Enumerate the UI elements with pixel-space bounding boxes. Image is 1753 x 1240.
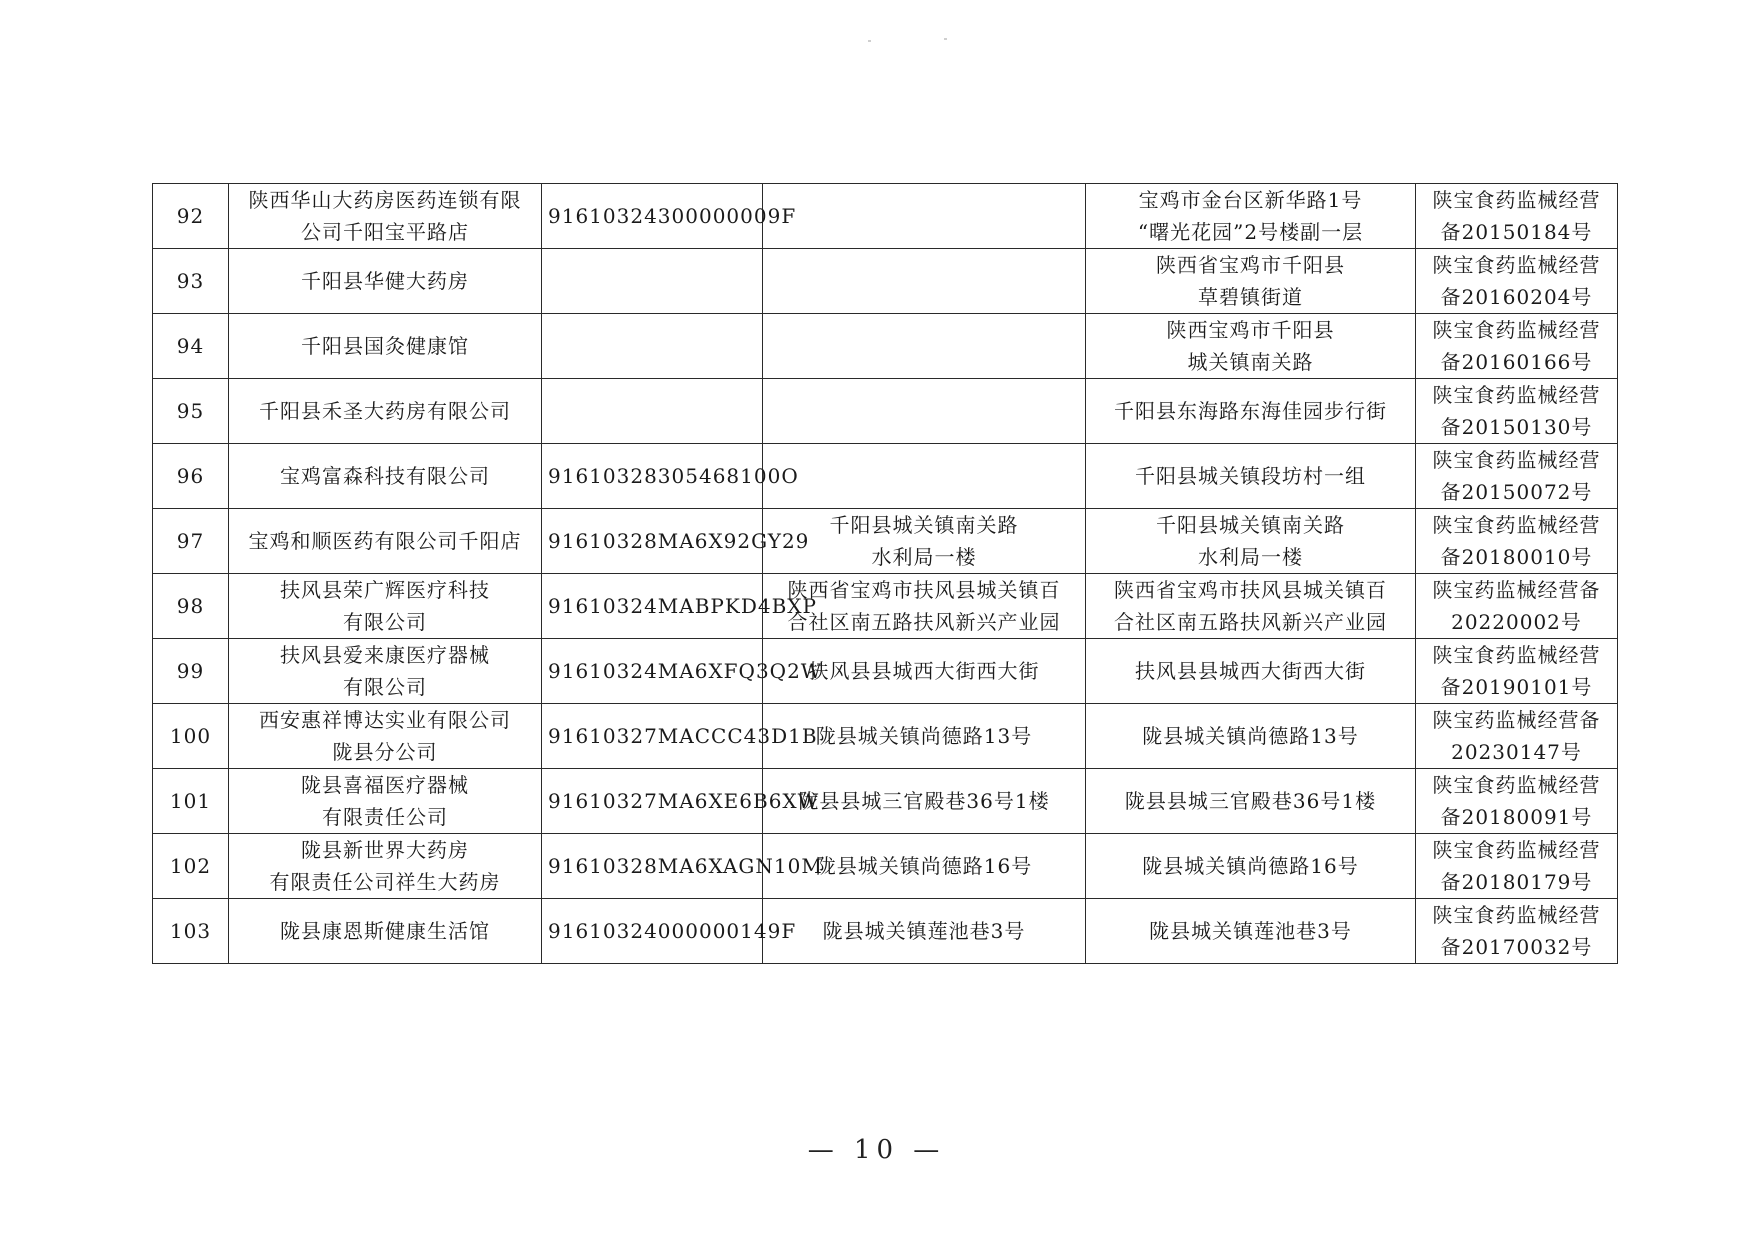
business-address-cell <box>1086 509 1416 574</box>
row-number-cell: 92 <box>153 184 229 249</box>
business-address-line: 陕西宝鸡市千阳县 <box>1166 318 1335 342</box>
record-number-cell <box>1416 574 1618 639</box>
record-number-line: 备20150130号 <box>1440 415 1593 439</box>
row-number-cell: 96 <box>153 444 229 509</box>
row-number-cell: 102 <box>153 834 229 899</box>
company-name-line: 公司千阳宝平路店 <box>301 220 469 244</box>
business-address-line: 扶风县县城西大街西大街 <box>1135 659 1366 683</box>
company-name-line: 陇县分公司 <box>332 740 438 764</box>
credit-code-cell: 91610327MA6XE6B6XW <box>542 769 763 834</box>
residence-address-cell <box>763 639 1086 704</box>
business-address-line: 陇县城关镇莲池巷3号 <box>1149 919 1352 943</box>
business-address-line: 合社区南五路扶风新兴产业园 <box>1114 610 1387 634</box>
record-number-line: 陕宝食药监械经营 <box>1432 253 1601 277</box>
company-name-line: 陇县康恩斯健康生活馆 <box>280 919 490 943</box>
row-number-cell: 98 <box>153 574 229 639</box>
company-name-line: 陕西华山大药房医药连锁有限 <box>248 188 522 212</box>
table-row <box>153 769 1618 834</box>
business-address-line: 千阳县城关镇段坊村一组 <box>1135 464 1366 488</box>
record-number-line: 备20180010号 <box>1440 545 1593 569</box>
record-number-line: 陕宝食药监械经营 <box>1432 383 1601 407</box>
registry-table-body <box>153 184 1618 964</box>
company-name-line: 宝鸡富森科技有限公司 <box>280 464 490 488</box>
business-address-line: 陇县县城三官殿巷36号1楼 <box>1124 789 1377 813</box>
company-name-cell <box>229 314 542 379</box>
company-name-cell <box>229 574 542 639</box>
residence-address-cell <box>763 184 1086 249</box>
company-name-cell <box>229 509 542 574</box>
credit-code-cell: 91610324000000149F <box>542 899 763 964</box>
record-number-line: 20230147号 <box>1451 740 1582 764</box>
business-address-line: 陕西省宝鸡市千阳县 <box>1156 253 1345 277</box>
record-number-line: 20220002号 <box>1451 610 1582 634</box>
company-name-line: 有限公司 <box>343 675 427 699</box>
company-name-line: 有限公司 <box>343 610 427 634</box>
residence-address-line: 陇县城关镇莲池巷3号 <box>822 919 1026 943</box>
record-number-cell <box>1416 314 1618 379</box>
business-address-cell <box>1086 834 1416 899</box>
business-address-cell <box>1086 769 1416 834</box>
business-address-cell <box>1086 704 1416 769</box>
record-number-line: 陕宝食药监械经营 <box>1432 903 1601 927</box>
business-address-cell <box>1086 899 1416 964</box>
record-number-cell <box>1416 444 1618 509</box>
company-name-cell <box>229 444 542 509</box>
company-name-line: 千阳县华健大药房 <box>301 269 469 293</box>
business-address-cell <box>1086 184 1416 249</box>
credit-code-cell <box>542 314 763 379</box>
residence-address-cell <box>763 249 1086 314</box>
residence-address-line: 千阳县城关镇南关路 <box>829 513 1019 537</box>
residence-address-line: 合社区南五路扶风新兴产业园 <box>787 610 1061 634</box>
row-number-cell: 95 <box>153 379 229 444</box>
table-row <box>153 509 1618 574</box>
credit-code-cell <box>542 379 763 444</box>
residence-address-line: 陕西省宝鸡市扶风县城关镇百 <box>787 578 1061 602</box>
company-name-cell <box>229 834 542 899</box>
record-number-line: 备20180091号 <box>1440 805 1593 829</box>
residence-address-cell <box>763 444 1086 509</box>
residence-address-line: 水利局一楼 <box>871 545 977 569</box>
credit-code-cell: 91610324MABPKD4BXP <box>542 574 763 639</box>
row-number-cell: 103 <box>153 899 229 964</box>
business-address-line: 陇县城关镇尚德路16号 <box>1142 854 1359 878</box>
company-name-cell <box>229 249 542 314</box>
record-number-line: 备20170032号 <box>1440 935 1593 959</box>
residence-address-line: 陇县城关镇尚德路13号 <box>815 724 1033 748</box>
company-name-line: 有限责任公司 <box>322 805 448 829</box>
row-number-cell: 101 <box>153 769 229 834</box>
record-number-line: 陕宝食药监械经营 <box>1432 318 1601 342</box>
credit-code-cell: 91610327MACCC43D1B <box>542 704 763 769</box>
business-address-line: 草碧镇街道 <box>1198 285 1303 309</box>
row-number-cell: 93 <box>153 249 229 314</box>
registry-table <box>152 183 1618 964</box>
record-number-line: 备20180179号 <box>1440 870 1593 894</box>
credit-code-cell <box>542 249 763 314</box>
row-number-cell: 97 <box>153 509 229 574</box>
record-number-cell <box>1416 639 1618 704</box>
business-address-cell <box>1086 379 1416 444</box>
credit-code-cell: 91610328MA6XAGN10M <box>542 834 763 899</box>
table-row <box>153 639 1618 704</box>
table-row <box>153 314 1618 379</box>
record-number-line: 陕宝食药监械经营 <box>1432 773 1601 797</box>
company-name-line: 扶风县荣广辉医疗科技 <box>280 578 490 602</box>
record-number-cell <box>1416 249 1618 314</box>
record-number-cell <box>1416 769 1618 834</box>
company-name-line: 有限责任公司祥生大药房 <box>269 870 501 894</box>
company-name-cell <box>229 704 542 769</box>
record-number-cell <box>1416 899 1618 964</box>
record-number-line: 陕宝食药监械经营 <box>1432 838 1601 862</box>
company-name-line: 扶风县爱来康医疗器械 <box>280 643 490 667</box>
residence-address-line: 陇县县城三官殿巷36号1楼 <box>798 789 1050 813</box>
residence-address-cell <box>763 509 1086 574</box>
business-address-line: 陇县城关镇尚德路13号 <box>1142 724 1359 748</box>
table-row <box>153 899 1618 964</box>
company-name-line: 宝鸡和顺医药有限公司千阳店 <box>248 529 522 553</box>
record-number-line: 陕宝食药监械经营 <box>1432 643 1601 667</box>
credit-code-cell: 91610324300000009F <box>542 184 763 249</box>
company-name-line: 千阳县国灸健康馆 <box>301 334 469 358</box>
company-name-cell <box>229 639 542 704</box>
table-row <box>153 834 1618 899</box>
company-name-line: 陇县新世界大药房 <box>301 838 469 862</box>
company-name-line: 西安惠祥博达实业有限公司 <box>259 708 511 732</box>
residence-address-cell <box>763 314 1086 379</box>
residence-address-cell <box>763 899 1086 964</box>
business-address-line: 千阳县城关镇南关路 <box>1156 513 1345 537</box>
record-number-line: 备20160204号 <box>1440 285 1593 309</box>
credit-code-cell: 91610324MA6XFQ3Q2W <box>542 639 763 704</box>
business-address-cell <box>1086 639 1416 704</box>
company-name-cell <box>229 184 542 249</box>
table-row <box>153 249 1618 314</box>
record-number-line: 备20150184号 <box>1440 220 1593 244</box>
row-number-cell: 94 <box>153 314 229 379</box>
company-name-cell <box>229 769 542 834</box>
record-number-cell <box>1416 509 1618 574</box>
residence-address-cell <box>763 574 1086 639</box>
table-row <box>153 379 1618 444</box>
business-address-line: 千阳县东海路东海佳园步行街 <box>1114 399 1387 423</box>
record-number-cell <box>1416 704 1618 769</box>
record-number-line: 备20190101号 <box>1440 675 1593 699</box>
record-number-line: 备20150072号 <box>1440 480 1593 504</box>
record-number-line: 陕宝食药监械经营 <box>1432 513 1601 537</box>
table-row <box>153 704 1618 769</box>
company-name-cell <box>229 899 542 964</box>
credit-code-cell: 91610328305468100O <box>542 444 763 509</box>
business-address-cell <box>1086 574 1416 639</box>
record-number-cell <box>1416 379 1618 444</box>
business-address-line: “曙光花园”2号楼副一层 <box>1137 220 1364 244</box>
residence-address-line: 扶风县县城西大街西大街 <box>808 659 1040 683</box>
record-number-cell <box>1416 184 1618 249</box>
page-number: — 10 — <box>807 1135 946 1165</box>
business-address-line: 宝鸡市金台区新华路1号 <box>1138 188 1363 212</box>
business-address-line: 城关镇南关路 <box>1187 350 1314 374</box>
business-address-cell <box>1086 314 1416 379</box>
table-row <box>153 444 1618 509</box>
business-address-line: 陕西省宝鸡市扶风县城关镇百 <box>1114 578 1387 602</box>
scan-speck <box>944 38 947 40</box>
credit-code-cell: 91610328MA6X92GY29 <box>542 509 763 574</box>
record-number-line: 陕宝药监械经营备 <box>1432 708 1601 732</box>
record-number-line: 陕宝药监械经营备 <box>1432 578 1601 602</box>
business-address-cell <box>1086 444 1416 509</box>
business-address-cell <box>1086 249 1416 314</box>
company-name-cell <box>229 379 542 444</box>
residence-address-cell <box>763 379 1086 444</box>
company-name-line: 千阳县禾圣大药房有限公司 <box>259 399 511 423</box>
record-number-line: 备20160166号 <box>1440 350 1593 374</box>
residence-address-cell <box>763 769 1086 834</box>
row-number-cell: 100 <box>153 704 229 769</box>
row-number-cell: 99 <box>153 639 229 704</box>
company-name-line: 陇县喜福医疗器械 <box>301 773 469 797</box>
table-row <box>153 574 1618 639</box>
scan-speck <box>868 40 871 42</box>
residence-address-line: 陇县城关镇尚德路16号 <box>815 854 1033 878</box>
record-number-line: 陕宝食药监械经营 <box>1432 188 1601 212</box>
record-number-cell <box>1416 834 1618 899</box>
record-number-line: 陕宝食药监械经营 <box>1432 448 1601 472</box>
business-address-line: 水利局一楼 <box>1198 545 1303 569</box>
table-row <box>153 184 1618 249</box>
